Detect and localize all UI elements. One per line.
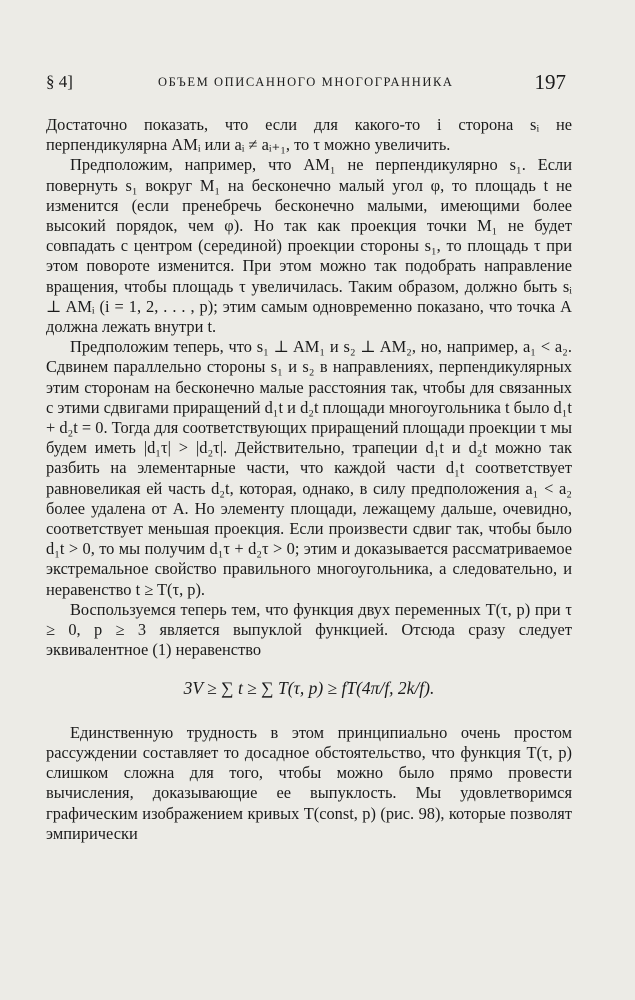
paragraph-5: Единственную трудность в этом принципиально очень простом рассуждении составляет то досадное обстоятельство, что функция T(τ, p) слишком сложна для того, чтобы можно было прямо провести вычисления, доказывающие ее выпуклость. Мы удовлетворимся графическим изображением кривых T(const, p) (рис. 98), которые позволят эмпирически (46, 722, 572, 843)
chapter-title: ОБЪЕМ ОПИСАННОГО МНОГОГРАННИКА (158, 75, 454, 89)
paragraph-3: Предположим теперь, что s₁ ⊥ AM₁ и s₂ ⊥ AM₂, но, например, a₁ < a₂. Сдвинем параллельно стороны s₁ и s₂ в направлениях, перпендикулярных этим сторонам на бесконечно малые расстояния так, чтобы для связанных с этими сдвигами приращений d₁t и d₂t площади многоугольника t было d₁t + d₂t = 0. Тогда для соответствующих приращений площади проекции τ мы будем иметь |d₁τ| > |d₂τ|. Действительно, трапеции d₁t и d₂t можно так разбить на элементарные части, что каждой части d₁t соответствует равновеликая ей часть d₂t, которая, однако, в силу предположения a₁ < a₂ более удалена от A. Но элементу площади, лежащему дальше, очевидно, соответствует меньшая проекция. Если произвести сдвиг так, чтобы было d₁t > 0, то мы получим d₁τ + d₂τ > 0; этим и доказывается рассматриваемое экстремальное свойство правильного многоугольника, а следовательно, и неравенство t ≥ T(τ, p). (46, 337, 572, 599)
paragraph-2: Предположим, например, что AM₁ не перпендикулярно s₁. Если повернуть s₁ вокруг M₁ на бесконечно малый угол φ, то площадь t не изменится (если пренебречь бесконечно малыми, имеющими более высокий порядок, чем φ). Но так как проекция точки M₁ не будет совпадать с центром (серединой) проекции стороны s₁, то площадь τ при этом повороте изменится. При этом можно так подобрать направление вращения, чтобы площадь τ увеличилась. Таким образом, должно быть sᵢ ⊥ AMᵢ (i = 1, 2, . . . , p); этим самым одновременно показано, что точка A должна лежать внутри t. (46, 155, 572, 337)
page-number: 197 (534, 70, 566, 94)
running-header (46, 72, 566, 98)
section-marker: § 4] (46, 72, 73, 91)
inequality-formula: 3V ≥ ∑ t ≥ ∑ T(τ, p) ≥ fT(4π/f, 2k/f). (183, 678, 435, 699)
paragraph-1: Достаточно показать, что если для какого-то i сторона sᵢ не перпендикулярна AMᵢ или aᵢ ≠ aᵢ₊₁, то τ можно увеличить. (46, 115, 572, 155)
page-body (46, 115, 572, 844)
paragraph-4: Воспользуемся теперь тем, что функция двух переменных T(τ, p) при τ ≥ 0, p ≥ 3 является выпуклой функцией. Отсюда сразу следует эквивалентное (1) неравенство (46, 599, 572, 660)
